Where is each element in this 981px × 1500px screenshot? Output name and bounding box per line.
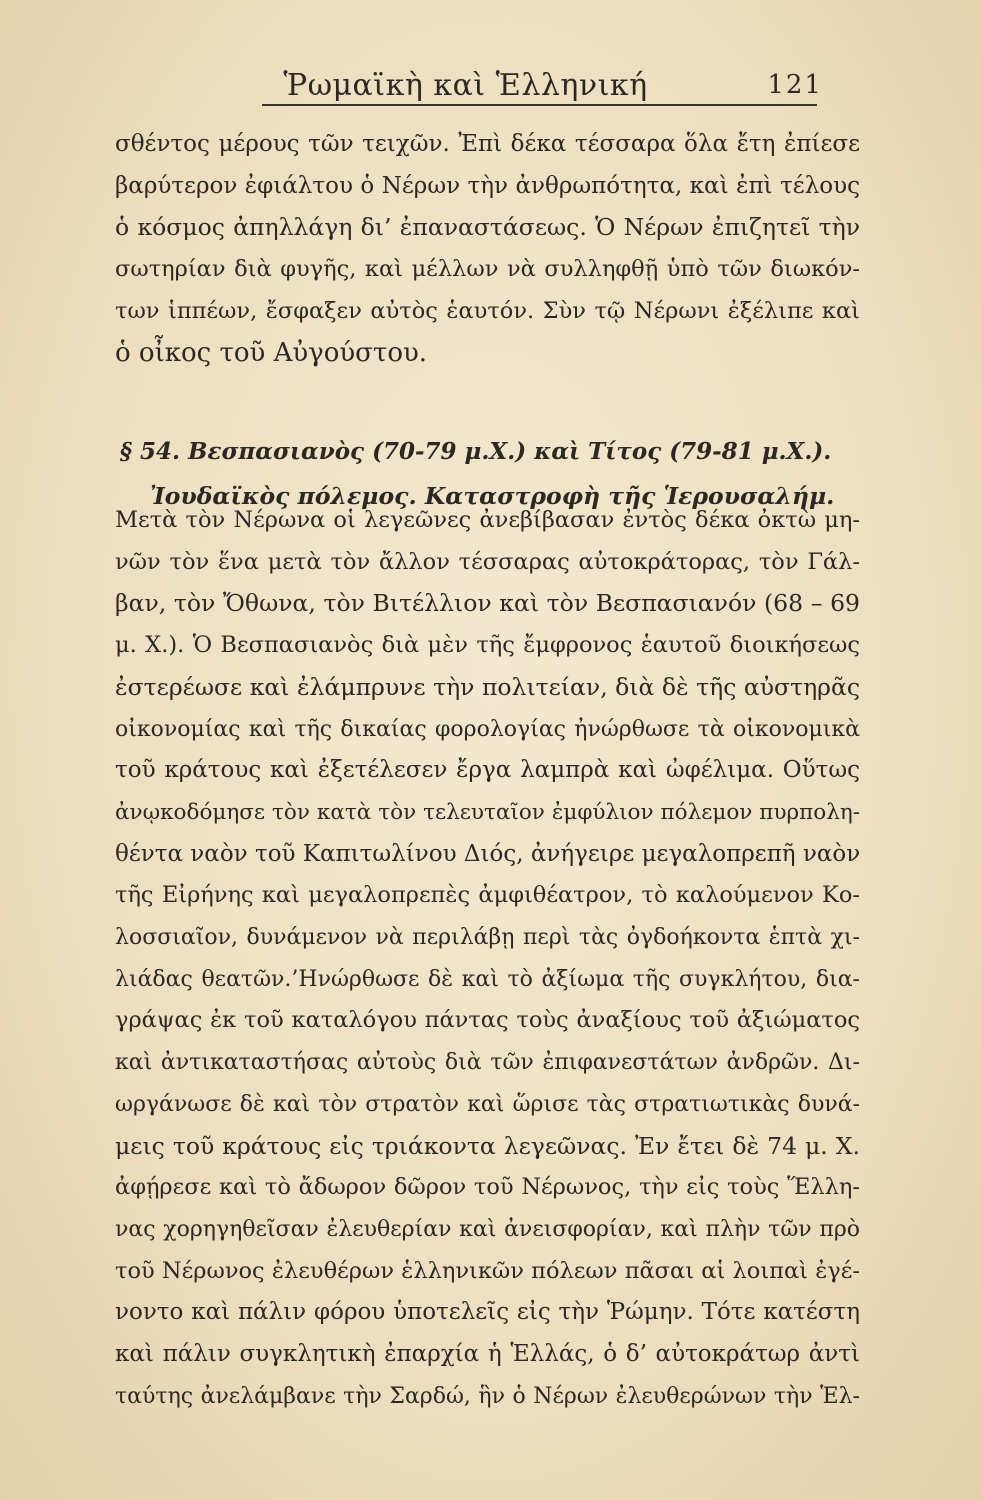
page-header [100, 68, 831, 104]
paragraph-2 [115, 500, 860, 1417]
text-line: ἀνῳκοδόμησε τὸν κατὰ τὸν τελευταῖον ἐμφύλιον πόλεμον πυρπολη- [115, 799, 860, 825]
text-line: τοῦ κράτους καὶ ἐξετέλεσεν ἔργα λαμπρὰ καὶ ὠφέλιμα. Οὕτως [115, 757, 860, 784]
text-line: λιάδας θεατῶν.’Ηνώρθωσε δὲ καὶ τὸ ἀξίωμα τῆς συγκλήτου, δια- [115, 966, 860, 992]
text-line: καὶ ἀντικαταστήσας αὐτοὺς διὰ τῶν ἐπιφανεστάτων ἀνδρῶν. Δι- [115, 1050, 860, 1076]
text-line: ωργάνωσε δὲ καὶ τὸν στρατὸν καὶ ὥρισε τὰς στρατιωτικὰς δυνά- [115, 1091, 860, 1117]
page-number: 121 [767, 70, 823, 100]
paragraph-1 [115, 124, 860, 374]
text-line: βαν, τὸν Ὄθωνα, τὸν Βιτέλλιον καὶ τὸν Βεσπασιανόν (68 – 69 [115, 589, 860, 618]
text-line: λοσσιαῖον, δυνάμενον νὰ περιλάβῃ περὶ τὰς ὀγδοήκοντα ἑπτὰ χι- [115, 925, 860, 951]
text-line: γράψας ἐκ τοῦ καταλόγου πάντας τοὺς ἀναξίους τοῦ ἀξιώματος [115, 1007, 860, 1034]
text-line: νοντο καὶ πάλιν φόρου ὑποτελεῖς εἰς τὴν Ῥώμην. Τότε κατέστη [115, 1299, 860, 1326]
text-line: σθέντος μέρους τῶν τειχῶν. Ἐπὶ δέκα τέσσαρα ὅλα ἔτη ἐπίεσε [115, 131, 860, 157]
text-line: οἰκονομίας καὶ τῆς δικαίας φορολογίας ἠνώρθωσε τὰ οἰκονομικὰ [115, 716, 860, 742]
text-line: νας χορηγηθεῖσαν ἐλευθερίαν καὶ ἀνεισφορίαν, καὶ πλὴν τῶν πρὸ [115, 1216, 860, 1242]
text-line: ὁ κόσμος ἀπηλλάγη δι’ ἐπαναστάσεως. Ὁ Νέρων ἐπιζητεῖ τὴν [115, 213, 860, 242]
text-line: μεις τοῦ κράτους εἰς τριάκοντα λεγεῶνας. Ἐν ἔτει δὲ 74 μ. Χ. [115, 1131, 860, 1160]
text-line: νῶν τὸν ἕνα μετὰ τὸν ἄλλον τέσσαρας αὐτοκράτορας, τὸν Γάλ- [115, 548, 860, 575]
text-line: τῆς Εἰρήνης καὶ μεγαλοπρεπὲς ἀμφιθέατρον, τὸ καλούμενον Κο- [115, 882, 860, 909]
text-line: των ἱππέων, ἔσφαξεν αὐτὸς ἑαυτόν. Σὺν τῷ Νέρωνι ἐξέλιπε καὶ [115, 297, 860, 324]
text-line: θέντα ναὸν τοῦ Καπιτωλίνου Διός, ἀνήγειρε μεγαλοπρεπῆ ναὸν [115, 840, 861, 867]
text-line: βαρύτερον ἐφιάλτου ὁ Νέρων τὴν ἀνθρωπότητα, καὶ ἐπὶ τέλους [115, 172, 860, 199]
section-heading-line-1: § 54. Βεσπασιανὸς (70-79 μ.Χ.) καὶ Τίτος (79-81 μ.Χ.). [120, 438, 832, 465]
running-title: Ῥωμαϊκὴ καὶ Ἑλληνική [283, 68, 648, 103]
text-line: ἀφῄρεσε καὶ τὸ ἄδωρον δῶρον τοῦ Νέρωνος, τὴν εἰς τοὺς Ἕλλη- [115, 1174, 860, 1201]
text-line: μ. Χ.). Ὁ Βεσπασιανὸς διὰ μὲν τῆς ἔμφρονος ἑαυτοῦ διοικήσεως [115, 632, 860, 659]
header-rule [262, 104, 817, 106]
text-line: ὁ οἶκος τοῦ Αὐγούστου. [115, 337, 428, 368]
text-line: σωτηρίαν διὰ φυγῆς, καὶ μέλλων νὰ συλληφθῇ ὑπὸ τῶν διωκόν- [115, 256, 860, 283]
text-line: τοῦ Νέρωνος ἐλευθέρων ἑλληνικῶν πόλεων πᾶσαι αἱ λοιπαὶ ἐγέ- [115, 1257, 860, 1284]
text-line: Μετὰ τὸν Νέρωνα οἱ λεγεῶνες ἀνεβίβασαν ἐντὸς δέκα ὀκτὼ μη- [115, 507, 860, 533]
text-line: ταύτης ἀνελάμβανε τὴν Σαρδώ, ἣν ὁ Νέρων ἐλευθερώνων τὴν Ἑλ- [115, 1383, 860, 1409]
text-line: ἐστερέωσε καὶ ἐλάμπρυνε τὴν πολιτείαν, διὰ δὲ τῆς αὐστηρᾶς [115, 672, 860, 701]
section-heading-line-2: Ἰουδαϊκὸς πόλεμος. Καταστροφὴ τῆς Ἱερουσαλήμ. [150, 482, 835, 510]
text-line: καὶ πάλιν συγκλητικὴ ἐπαρχία ἡ Ἑλλάς, ὁ δ’ αὐτοκράτωρ ἀντὶ [115, 1341, 860, 1368]
